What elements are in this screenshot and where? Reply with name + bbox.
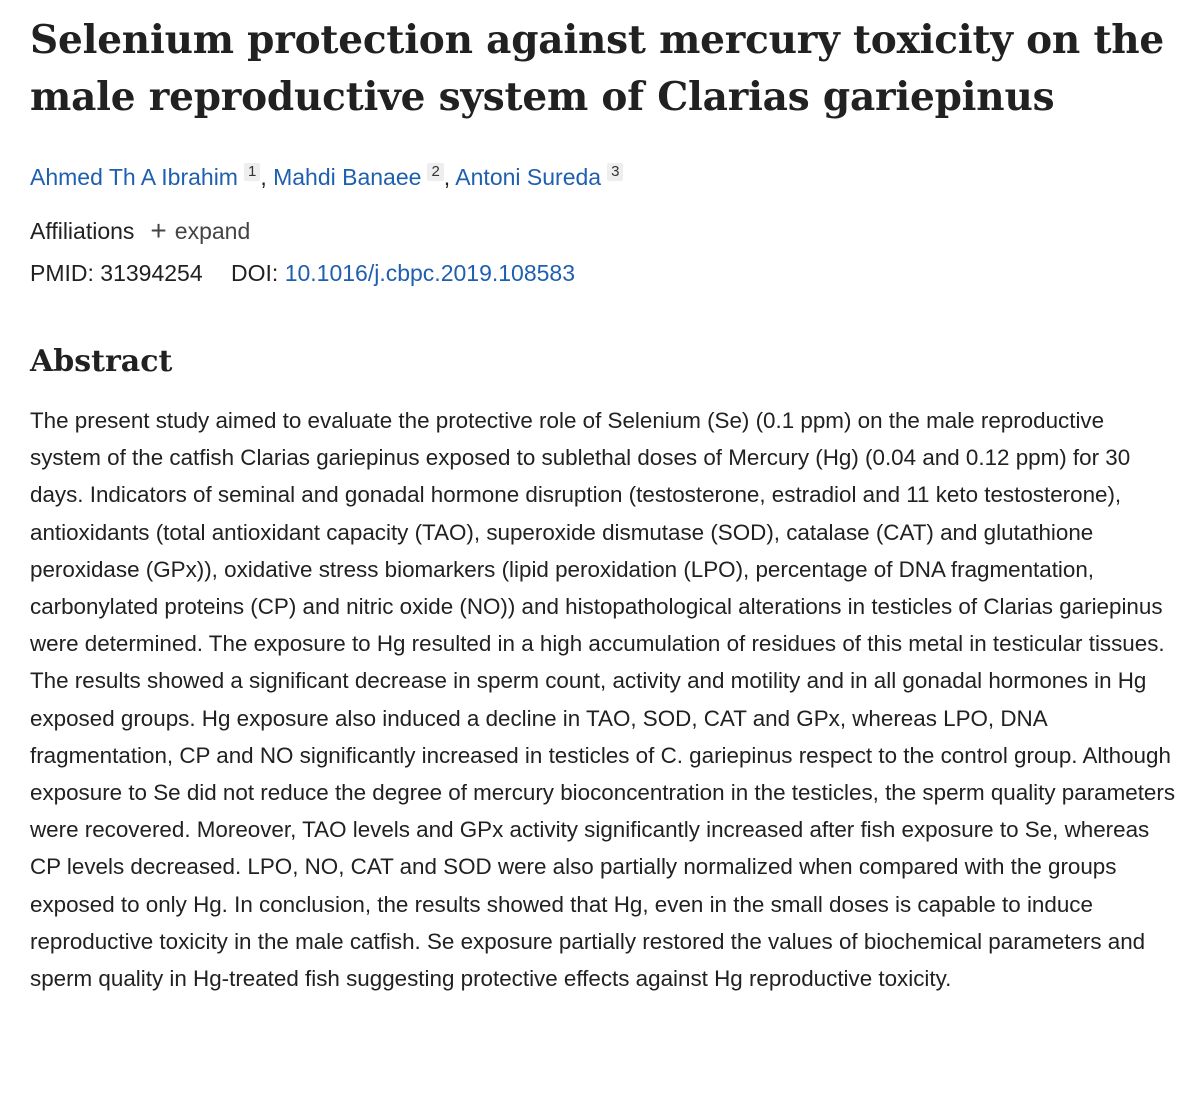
affiliation-number[interactable]: 3 (607, 163, 623, 181)
abstract-heading: Abstract (30, 344, 173, 379)
article-page (30, 0, 1180, 1020)
doi-label: DOI: (231, 260, 279, 286)
article-identifiers (30, 258, 1180, 288)
affiliation-number[interactable]: 2 (427, 163, 443, 181)
doi-link[interactable]: 10.1016/j.cbpc.2019.108583 (284, 260, 575, 286)
plus-icon: + (150, 215, 167, 246)
expand-label: expand (174, 218, 251, 244)
article-title: Selenium protection against mercury toxicity on the male reproductive system of Clarias gariepinus (30, 17, 1165, 120)
author-link[interactable]: Mahdi Banaee (273, 164, 422, 190)
expand-affiliations-button[interactable] (150, 216, 250, 246)
author-link[interactable]: Antoni Sureda (455, 164, 602, 190)
author-link[interactable]: Ahmed Th A Ibrahim (30, 164, 238, 190)
affiliation-number[interactable]: 1 (244, 163, 260, 181)
author-separator: , (260, 164, 274, 190)
pmid-label: PMID: (30, 260, 94, 286)
affiliations-label: Affiliations (30, 218, 135, 244)
pmid-value: 31394254 (100, 260, 203, 286)
abstract-text: The present study aimed to evaluate the protective role of Selenium (Se) (0.1 ppm) on the male reproductive system of the catfish Clarias gariepinus exposed to sublethal doses of Mercury (Hg) (0.04 and 0.12 ppm) for 30 days. Indicators of seminal and gonadal hormone disruption (testosterone, estradiol and 11 keto testosterone), antioxidants (total antioxidant capacity (TAO), superoxide dismutase (SOD), catalase (CAT) and glutathione peroxidase (GPx)), oxidative stress biomarkers (lipid peroxidation (LPO), percentage of DNA fragmentation, carbonylated proteins (CP) and nitric oxide (NO)) and histopathological alterations in testicles of Clarias gariepinus were determined. The exposure to Hg resulted in a high accumulation of residues of this metal in testicular tissues. The results showed a significant decrease in sperm count, activity and motility and in all gonadal hormones in Hg exposed groups. Hg exposure also induced a decline in TAO, SOD, CAT and GPx, whereas LPO, DNA fragmentation, CP and NO significantly increased in testicles of C. gariepinus respect to the control group. Although exposure to Se did not reduce the degree of mercury bioconcentration in the testicles, the sperm quality parameters were recovered. Moreover, TAO levels and GPx activity significantly increased after fish exposure to Se, whereas CP levels decreased. LPO, NO, CAT and SOD were also partially normalized when compared with the groups exposed to only Hg. In conclusion, the results showed that Hg, even in the small doses is capable to induce reproductive toxicity in the male catfish. Se exposure partially restored the values of biochemical parameters and sperm quality in Hg-treated fish suggesting protective effects against Hg reproductive toxicity. (30, 408, 1176, 992)
author-separator: , (443, 164, 456, 190)
affiliations-row (30, 216, 1180, 246)
author-list (30, 162, 1180, 192)
